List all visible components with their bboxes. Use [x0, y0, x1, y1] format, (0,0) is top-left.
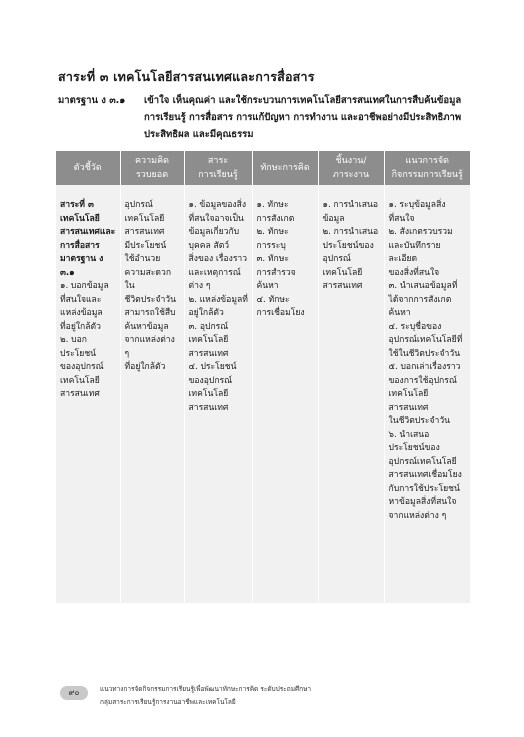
- footer-text: [100, 683, 440, 709]
- curriculum-table: [56, 151, 470, 603]
- header-content: สาระ การเรียนรู้: [184, 151, 252, 185]
- cell-indicator: [56, 185, 120, 603]
- standard-text: เข้าใจ เห็นคุณค่า และใช้กระบวนการเทคโนโลยีสารสนเทศในการสืบค้นข้อมูล การเรียนรู้ การสื่อสาร การแก้ปัญหา การทำงาน และอาชีพอย่างมีประสิทธิภาพ ประสิทธิผล และมีคุณธรรม: [144, 95, 462, 140]
- table-row: [56, 185, 470, 603]
- standard-code: มาตรฐาน ง ๓.๑: [58, 95, 126, 106]
- indicator-title: สาระที่ ๓ เทคโนโลยี สารสนเทศและ การสื่อสาร มาตรฐาน ง ๓.๑: [60, 200, 116, 278]
- footer-line-1: แนวทางการจัดกิจกรรมการเรียนรู้เพื่อพัฒนาทักษะการคิด ระดับประถมศึกษา: [100, 685, 311, 693]
- cell-concept: อุปกรณ์ เทคโนโลยี สารสนเทศ มีประโยชน์ ใช้อำนวย ความสะดวกใน ชีวิตประจำวัน สามารถใช้สืบ ค้นหาข้อมูล จากแหล่งต่าง ๆ ที่อยู่ใกล้ตัว: [120, 185, 184, 603]
- header-concept: ความคิด รวบยอด: [120, 151, 184, 185]
- footer-line-2: กลุ่มสาระการเรียนรู้การงานอาชีพและเทคโนโลยี: [100, 698, 236, 706]
- header-indicator: ตัวชี้วัด: [56, 151, 120, 185]
- indicator-items: ๑. บอกข้อมูล ที่สนใจและ แหล่งข้อมูล ที่อยู่ใกล้ตัว ๒. บอกประโยชน์ ของอุปกรณ์ เทคโนโลยี สารสนเทศ: [60, 281, 109, 399]
- cell-content: ๑. ข้อมูลของสิ่ง ที่สนใจอาจเป็น ข้อมูลเกี่ยวกับ บุคคล สัตว์ สิ่งของ เรื่องราว และเหตุการณ์ ต่าง ๆ ๒. แหล่งข้อมูลที่ อยู่ใกล้ตัว ๓. อุปกรณ์ เทคโนโลยี สารสนเทศ ๔. ประโยชน์ ของอุปกรณ์ เทคโนโลยี สารสนเทศ: [184, 185, 252, 603]
- header-thinking-skills: ทักษะการคิด: [252, 151, 318, 185]
- cell-skills: ๑. ทักษะ การสังเกต ๒. ทักษะ การระบุ ๓. ทักษะ การสำรวจ ค้นหา ๔. ทักษะ การเชื่อมโยง: [252, 185, 318, 603]
- table-header-row: [56, 151, 470, 185]
- cell-activities: ๑. ระบุข้อมูลสิ่ง ที่สนใจ ๒. สังเกตรวบรวม และบันทึกรายละเอียด ของสิ่งที่สนใจ ๓. นำเสนอข้อมูลที่ ได้จากการสังเกต ค้นหา ๔. ระบุชื่อของ อุปกรณ์เทคโนโลยีที่ ใช้ในชีวิตประจำวัน ๕. บอกเล่าเรื่องราว ของการใช้อุปกรณ์ เทคโนโลยี สารสนเทศ ในชีวิตประจำวัน ๖. นำเสนอ ประโยชน์ของ อุปกรณ์เทคโนโลยี สารสนเทศเชื่อมโยง กับการใช้ประโยชน์ หาข้อมูลสิ่งที่สนใจ จากแหล่งต่าง ๆ: [384, 185, 470, 603]
- page-number: ๙๐: [60, 686, 88, 700]
- standard-block: [58, 92, 470, 143]
- cell-tasks: ๑. การนำเสนอ ข้อมูล ๒. การนำเสนอ ประโยชน์ของ อุปกรณ์ เทคโนโลยี สารสนเทศ: [318, 185, 384, 603]
- header-activities: แนวการจัด กิจกรรมการเรียนรู้: [384, 151, 470, 185]
- header-tasks: ชิ้นงาน/ ภาระงาน: [318, 151, 384, 185]
- section-heading: สาระที่ ๓ เทคโนโลยีสารสนเทศและการสื่อสาร: [58, 69, 315, 84]
